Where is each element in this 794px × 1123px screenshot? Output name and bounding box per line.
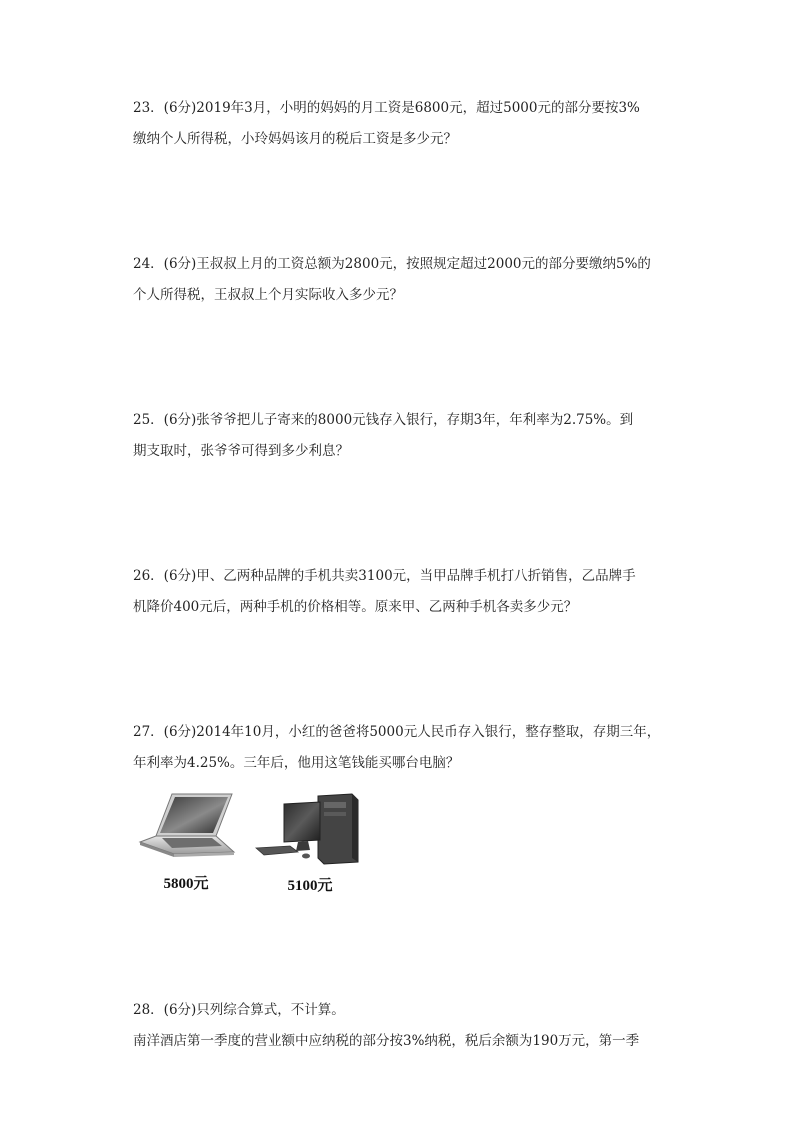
laptop-price: 5800元: [163, 876, 209, 892]
question-28-line-1: 28．(6分)只列综合算式，不计算。: [133, 1002, 345, 1018]
question-23: [133, 93, 673, 155]
question-23-line-1: 23．(6分)2019年3月，小明的妈妈的月工资是6800元，超过5000元的部分要按3%: [133, 100, 640, 116]
question-24-line-2: 个人所得税，王叔叔上个月实际收入多少元？: [133, 287, 403, 303]
question-26: [133, 561, 673, 623]
question-27-line-1: 27．(6分)2014年10月，小红的爸爸将5000元人民币存入银行，整存整取，存期三年，: [133, 724, 661, 740]
desktop-price: 5100元: [287, 878, 333, 894]
question-26-line-2: 机降价400元后，两种手机的价格相等。原来甲、乙两种手机各卖多少元？: [133, 599, 578, 615]
desktop-computer-icon: [254, 792, 366, 867]
question-23-line-2: 缴纳个人所得税，小玲妈妈该月的税后工资是多少元？: [133, 131, 457, 147]
question-28: [133, 995, 673, 1057]
question-27-line-2: 年利率为4.25%。三年后，他用这笔钱能买哪台电脑？: [133, 755, 460, 771]
question-24: [133, 249, 673, 311]
question-28-line-2: 南洋酒店第一季度的营业额中应纳税的部分按3%纳税，税后余额为190万元，第一季: [133, 1033, 640, 1049]
question-27: [133, 717, 673, 779]
laptop-icon: [136, 790, 236, 865]
question-26-line-1: 26．(6分)甲、乙两种品牌的手机共卖3100元，当甲品牌手机打八折销售，乙品牌手: [133, 568, 636, 584]
question-24-line-1: 24．(6分)王叔叔上月的工资总额为2800元，按照规定超过2000元的部分要缴纳5%的: [133, 256, 651, 272]
question-25-line-1: 25．(6分)张爷爷把儿子寄来的8000元钱存入银行，存期3年，年利率为2.75%。到: [133, 412, 634, 428]
laptop-product: [136, 790, 236, 900]
desktop-product: [254, 792, 366, 902]
question-25: [133, 405, 673, 467]
question-25-line-2: 期支取时，张爷爷可得到多少利息？: [133, 443, 349, 459]
